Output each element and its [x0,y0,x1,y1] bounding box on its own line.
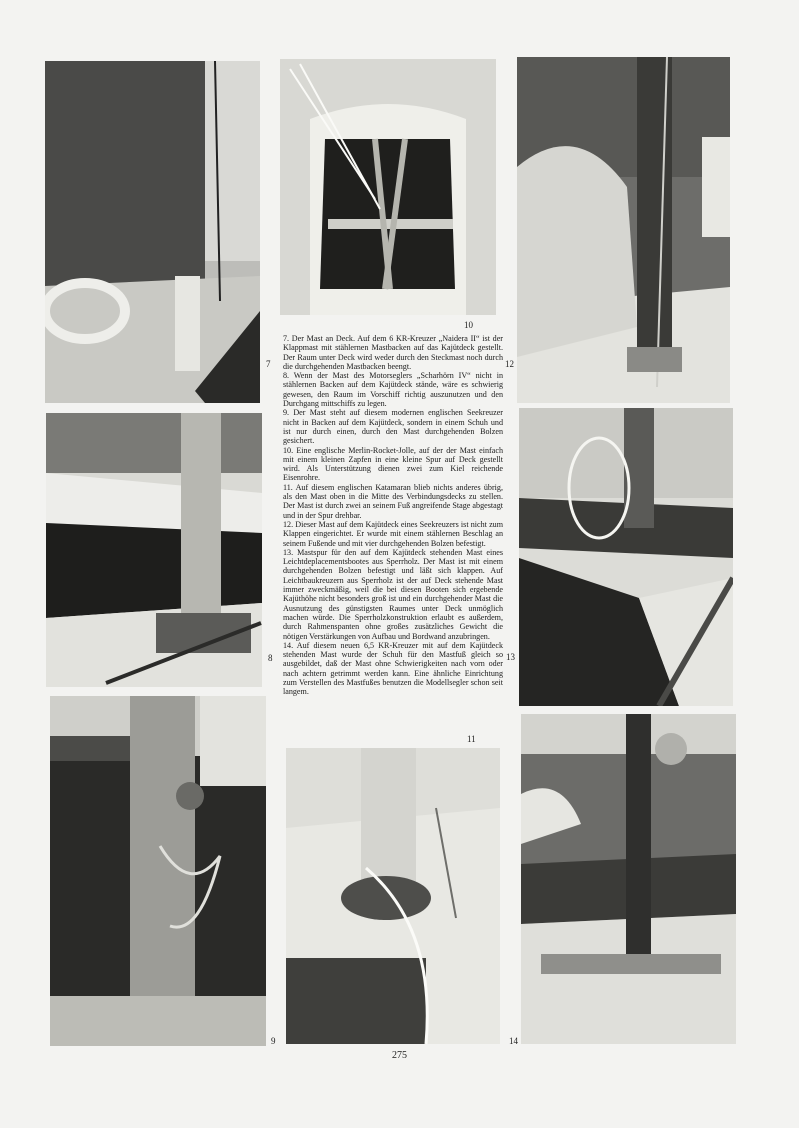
caption-14: 14. Auf diesem neuen 6,5 KR-Kreuzer mit auf dem Kajütdeck stehenden Mast wurde der Schuh für den Mastfuß gleich so ausgebildet, daß der Mast ohne Schwierigkeiten nach vorn oder nach achtern getrimmt werden kann. Eine ähnliche Einrichtung zum Verstellen des Mastfußes benutzen die Modellsegler schon seit langem. [283,640,503,697]
caption-12: 12. Dieser Mast auf dem Kajütdeck eines Seekreuzers ist nicht zum Klappen eingerichtet. Er wurde mit einem stählernen Beschlag an seinem Fußende und mit vier durchgehenden Bolzen befestigt. [283,519,503,548]
caption-10: 10. Eine englische Merlin-Rocket-Jolle, auf der der Mast einfach mit einem kleinen Zapfen in eine kleine Spur auf Deck gestellt wird. Als Unterstützung dienen zwei zum Kiel reichende Eisenrohre. [283,445,503,483]
photo-14 [521,714,736,1044]
photo-number-11: 11 [467,734,476,744]
caption-8: 8. Wenn der Mast des Motorseglers „Scharhörn IV“ nicht in stählernen Backen auf dem Kajütdeck stände, wäre es schwierig gewesen, den Raum im Vorschiff richtig auszunutzen und den Durchgang mittschiffs zu legen. [283,371,503,409]
caption-7: 7. Der Mast an Deck. Auf dem 6 KR-Kreuzer „Naidera II“ ist der Klappmast mit stählernen Mastbacken auf das Kajütdeck gestellt. Der Raum unter Deck wird weder durch den Steckmast noch durch die durchgehenden Mastbacken beengt. [283,334,503,371]
photo-number-9: 9 [271,1036,276,1046]
caption-13: 13. Mastspur für den auf dem Kajütdeck stehenden Mast eines Leichtdeplacementsbootes aus Sperrholz. Der Mast ist mit einem durchgehenden Bolzen befestigt und läßt sich klappen. Auf Leichtbaukreuzern aus Sperrholz ist der auf Deck stehende Mast immer zweckmäßig, weil die bei diesen Booten sich ergebende Kajüthöhe nicht besonders groß ist und ein durchgehender Mast die Ausnutzung des günstigsten Raumes unter Deck unmöglich machen würde. Die Sperrholzkonstruktion erlaubt es außerdem, durch Rahmenspanten ohne großes zusätzliches Gewicht die nötigen Verstärkungen von Aufbau und Bordwand anzubringen. [283,547,503,641]
photo-number-7: 7 [266,359,271,369]
photo-number-8: 8 [268,653,273,663]
caption-text [283,334,503,697]
photo-number-12: 12 [505,359,514,369]
caption-9: 9. Der Mast steht auf diesem modernen englischen Seekreuzer nicht in Backen auf dem Kajütdeck, sondern in einem Schuh und ist nur durch einen, durch den Mast durchgehenden Bolzen gesichert. [283,408,503,446]
photo-13 [519,408,733,706]
photo-11 [286,748,500,1044]
page-number: 275 [392,1050,407,1061]
photo-8 [46,413,262,687]
photo-number-10: 10 [464,320,473,330]
photo-7 [45,61,260,403]
photo-12 [517,57,730,403]
photo-number-13: 13 [506,652,515,662]
photo-9 [50,696,266,1046]
photo-number-14: 14 [509,1036,518,1046]
photo-10 [280,59,496,315]
caption-11: 11. Auf diesem englischen Katamaran blieb nichts anderes übrig, als den Mast oben in die Mitte des Verbindungsdecks zu stellen. Der Mast ist durch zwei an seinem Fuß angreifende Stage abgestagt und in der Spur drehbar. [283,482,503,520]
